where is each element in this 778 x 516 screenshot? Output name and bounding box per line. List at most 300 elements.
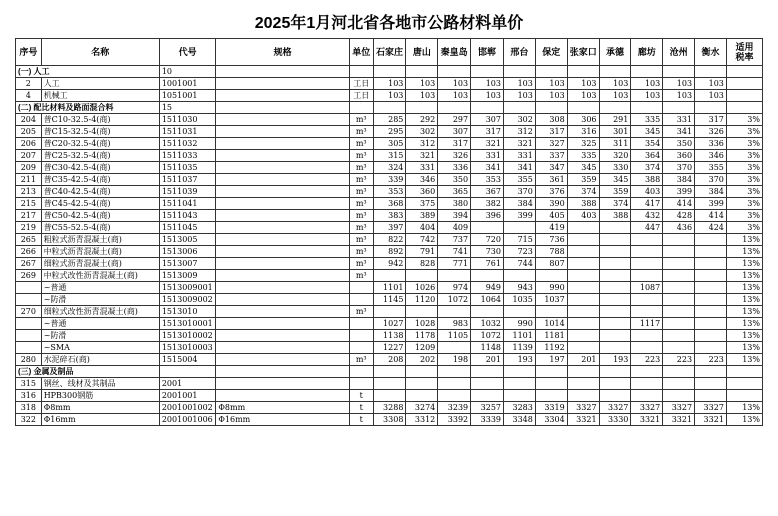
table-cell: 828 — [406, 258, 438, 270]
table-cell: 13% — [726, 402, 762, 414]
table-cell — [349, 378, 373, 390]
table-cell: 1515004 — [159, 354, 216, 366]
table-cell — [599, 246, 631, 258]
table-cell: 892 — [373, 246, 406, 258]
table-cell: 103 — [695, 90, 727, 102]
table-cell — [16, 282, 42, 294]
table-cell — [567, 378, 599, 390]
table-cell — [216, 342, 350, 354]
table-cell — [567, 270, 599, 282]
table-cell: 350 — [438, 174, 471, 186]
table-cell — [535, 378, 567, 390]
table-cell — [16, 294, 42, 306]
table-cell — [16, 330, 42, 342]
table-cell — [567, 102, 599, 114]
table-cell — [373, 66, 406, 78]
table-cell: 103 — [438, 90, 471, 102]
column-header: 邯郸 — [471, 39, 504, 66]
table-cell: 普C45-42.5-4(商) — [41, 198, 159, 210]
table-cell: 3288 — [373, 402, 406, 414]
table-cell — [599, 390, 631, 402]
table-cell — [695, 366, 727, 378]
table-cell: 336 — [695, 138, 727, 150]
table-cell: 3% — [726, 222, 762, 234]
table-cell: 103 — [373, 78, 406, 90]
table-row — [16, 318, 763, 330]
table-cell — [535, 306, 567, 318]
table-cell: 103 — [631, 90, 663, 102]
table-cell — [504, 378, 536, 390]
table-cell — [438, 306, 471, 318]
column-header: 序号 — [16, 39, 42, 66]
table-cell: m³ — [349, 162, 373, 174]
table-cell: 350 — [663, 138, 695, 150]
table-cell: 331 — [406, 162, 438, 174]
table-cell — [695, 318, 727, 330]
table-cell: 103 — [695, 78, 727, 90]
table-cell: 317 — [438, 138, 471, 150]
table-row — [16, 402, 763, 414]
table-cell — [631, 390, 663, 402]
table-cell: 1511043 — [159, 210, 216, 222]
table-cell: 103 — [438, 78, 471, 90]
table-cell: 360 — [663, 150, 695, 162]
table-cell: 336 — [438, 162, 471, 174]
table-cell: 1513009002 — [159, 294, 216, 306]
table-cell — [216, 114, 350, 126]
table-cell — [663, 378, 695, 390]
table-cell: 3321 — [663, 414, 695, 426]
table-row — [16, 198, 763, 210]
table-cell: 1513010003 — [159, 342, 216, 354]
table-row — [16, 114, 763, 126]
table-cell: 341 — [471, 162, 504, 174]
table-cell: 1511041 — [159, 198, 216, 210]
table-row — [16, 246, 763, 258]
table-cell: 307 — [438, 126, 471, 138]
table-cell: 3257 — [471, 402, 504, 414]
table-cell — [631, 66, 663, 78]
table-cell: 1513005 — [159, 234, 216, 246]
price-table — [15, 38, 763, 426]
table-cell: ~防滑 — [41, 330, 159, 342]
table-cell: 384 — [695, 186, 727, 198]
table-cell: 3% — [726, 186, 762, 198]
table-cell — [567, 390, 599, 402]
table-cell: 297 — [438, 114, 471, 126]
table-cell: 3330 — [599, 414, 631, 426]
table-cell: 103 — [406, 90, 438, 102]
table-cell: 403 — [631, 186, 663, 198]
table-cell: m³ — [349, 354, 373, 366]
table-cell: 1511037 — [159, 174, 216, 186]
table-cell: 197 — [535, 354, 567, 366]
table-cell — [599, 258, 631, 270]
table-cell: 345 — [631, 126, 663, 138]
table-cell: 1032 — [471, 318, 504, 330]
table-cell — [695, 282, 727, 294]
table-cell: 432 — [631, 210, 663, 222]
column-header: 张家口 — [567, 39, 599, 66]
table-cell — [216, 246, 350, 258]
table-cell — [216, 318, 350, 330]
table-cell — [695, 234, 727, 246]
table-cell: 工日 — [349, 78, 373, 90]
table-cell: 1511033 — [159, 150, 216, 162]
table-cell — [373, 378, 406, 390]
column-header: 承德 — [599, 39, 631, 66]
table-cell — [438, 342, 471, 354]
table-row — [16, 90, 763, 102]
table-cell: 302 — [504, 114, 536, 126]
table-cell: 376 — [535, 186, 567, 198]
table-cell — [599, 282, 631, 294]
table-cell — [631, 306, 663, 318]
table-cell — [216, 306, 350, 318]
table-cell: 396 — [471, 210, 504, 222]
table-cell: 1087 — [631, 282, 663, 294]
table-cell: 1513009001 — [159, 282, 216, 294]
table-cell — [663, 390, 695, 402]
table-cell: 103 — [567, 90, 599, 102]
table-cell — [349, 102, 373, 114]
table-cell: 2001001006 — [159, 414, 216, 426]
table-cell: 4 — [16, 90, 42, 102]
table-cell: 365 — [438, 186, 471, 198]
table-cell: 424 — [695, 222, 727, 234]
table-cell: 3327 — [567, 402, 599, 414]
table-cell — [695, 258, 727, 270]
table-cell — [504, 366, 536, 378]
table-cell: 3327 — [663, 402, 695, 414]
table-cell: 388 — [599, 210, 631, 222]
table-row — [16, 102, 763, 114]
table-cell: 193 — [504, 354, 536, 366]
table-cell: 295 — [373, 126, 406, 138]
table-cell: 1227 — [373, 342, 406, 354]
table-cell — [695, 294, 727, 306]
column-header: 石家庄 — [373, 39, 406, 66]
table-cell: ~普通 — [41, 318, 159, 330]
table-cell — [216, 234, 350, 246]
table-cell — [504, 390, 536, 402]
table-cell: 1051001 — [159, 90, 216, 102]
table-cell — [438, 390, 471, 402]
table-cell — [216, 378, 350, 390]
table-cell: ~SMA — [41, 342, 159, 354]
table-cell — [216, 186, 350, 198]
table-cell: 细粒式沥青混凝土(商) — [41, 258, 159, 270]
table-cell — [663, 270, 695, 282]
table-cell: 346 — [695, 150, 727, 162]
table-cell: 1511039 — [159, 186, 216, 198]
table-cell: 3274 — [406, 402, 438, 414]
table-cell — [535, 102, 567, 114]
table-cell — [726, 90, 762, 102]
table-cell — [599, 222, 631, 234]
table-cell: 337 — [535, 150, 567, 162]
table-cell — [471, 366, 504, 378]
table-cell: 13% — [726, 270, 762, 282]
table-cell: 399 — [695, 198, 727, 210]
column-header: 代号 — [159, 39, 216, 66]
table-cell: 普C50-42.5-4(商) — [41, 210, 159, 222]
table-cell: 193 — [599, 354, 631, 366]
table-cell: 2001001002 — [159, 402, 216, 414]
table-cell: t — [349, 414, 373, 426]
table-cell: 1072 — [471, 330, 504, 342]
table-cell — [535, 270, 567, 282]
table-cell: 13% — [726, 306, 762, 318]
table-cell: 331 — [663, 114, 695, 126]
table-cell — [216, 174, 350, 186]
table-cell: t — [349, 402, 373, 414]
table-cell: 1513007 — [159, 258, 216, 270]
column-header: 邢台 — [504, 39, 536, 66]
table-cell: 201 — [471, 354, 504, 366]
table-cell: 374 — [567, 186, 599, 198]
table-cell: 工日 — [349, 90, 373, 102]
table-cell: 370 — [695, 174, 727, 186]
table-row — [16, 258, 763, 270]
table-cell — [567, 330, 599, 342]
table-cell: 3312 — [406, 414, 438, 426]
table-cell: 15 — [159, 102, 216, 114]
table-row — [16, 210, 763, 222]
table-cell — [216, 210, 350, 222]
table-cell — [349, 366, 373, 378]
table-cell: 318 — [16, 402, 42, 414]
table-cell: 13% — [726, 342, 762, 354]
table-cell — [631, 270, 663, 282]
table-cell: 368 — [373, 198, 406, 210]
table-cell: 267 — [16, 258, 42, 270]
table-cell: m³ — [349, 126, 373, 138]
table-cell: 388 — [567, 198, 599, 210]
table-cell — [631, 294, 663, 306]
table-cell — [599, 318, 631, 330]
table-cell — [216, 102, 350, 114]
table-cell: ~防滑 — [41, 294, 159, 306]
table-cell — [216, 138, 350, 150]
table-cell: 269 — [16, 270, 42, 282]
table-cell: 13% — [726, 282, 762, 294]
table-cell: 399 — [663, 186, 695, 198]
table-cell — [663, 246, 695, 258]
table-row — [16, 294, 763, 306]
table-cell: 3319 — [535, 402, 567, 414]
table-cell — [216, 66, 350, 78]
table-cell — [216, 90, 350, 102]
table-cell — [216, 78, 350, 90]
table-cell: 355 — [504, 174, 536, 186]
table-cell — [373, 390, 406, 402]
table-cell: 3348 — [504, 414, 536, 426]
table-cell: 1101 — [373, 282, 406, 294]
table-cell: t — [349, 390, 373, 402]
table-cell — [567, 258, 599, 270]
table-cell: 983 — [438, 318, 471, 330]
table-cell: 普C40-42.5-4(商) — [41, 186, 159, 198]
table-cell — [695, 330, 727, 342]
table-cell: 1026 — [406, 282, 438, 294]
table-cell — [406, 66, 438, 78]
table-cell: 341 — [663, 126, 695, 138]
table-cell — [631, 258, 663, 270]
table-cell — [663, 330, 695, 342]
table-cell — [373, 270, 406, 282]
table-cell: 315 — [16, 378, 42, 390]
table-cell: 327 — [535, 138, 567, 150]
column-header: 廊坊 — [631, 39, 663, 66]
table-cell: 1148 — [471, 342, 504, 354]
table-cell: 308 — [535, 114, 567, 126]
table-cell: 3% — [726, 126, 762, 138]
table-cell: 3% — [726, 150, 762, 162]
table-row — [16, 282, 763, 294]
table-cell: 人工 — [41, 78, 159, 90]
table-cell: 机械工 — [41, 90, 159, 102]
table-cell — [599, 102, 631, 114]
table-cell: 1511045 — [159, 222, 216, 234]
table-cell — [406, 366, 438, 378]
table-cell: 1513006 — [159, 246, 216, 258]
table-cell — [216, 150, 350, 162]
table-cell: 370 — [663, 162, 695, 174]
table-cell — [695, 246, 727, 258]
table-cell — [631, 330, 663, 342]
table-cell: 211 — [16, 174, 42, 186]
table-cell: 326 — [695, 126, 727, 138]
table-row — [16, 414, 763, 426]
table-cell: 215 — [16, 198, 42, 210]
table-cell — [16, 318, 42, 330]
table-cell: 311 — [599, 138, 631, 150]
table-cell — [349, 318, 373, 330]
table-cell — [599, 378, 631, 390]
table-row — [16, 78, 763, 90]
table-row — [16, 186, 763, 198]
table-cell — [216, 282, 350, 294]
table-cell: 355 — [695, 162, 727, 174]
table-cell — [567, 66, 599, 78]
table-cell: 1064 — [471, 294, 504, 306]
table-cell: 316 — [567, 126, 599, 138]
table-cell — [663, 102, 695, 114]
table-cell — [349, 66, 373, 78]
table-cell: 1181 — [535, 330, 567, 342]
table-cell — [567, 306, 599, 318]
table-cell: 353 — [373, 186, 406, 198]
table-cell: 普C35-42.5-4(商) — [41, 174, 159, 186]
table-cell: 103 — [373, 90, 406, 102]
table-cell: 205 — [16, 126, 42, 138]
column-header: 名称 — [41, 39, 159, 66]
table-cell: 普C15-32.5-4(商) — [41, 126, 159, 138]
table-cell — [567, 222, 599, 234]
table-cell — [438, 366, 471, 378]
table-cell: 384 — [504, 198, 536, 210]
table-cell: 1511031 — [159, 126, 216, 138]
table-cell — [535, 366, 567, 378]
table-cell — [631, 102, 663, 114]
table-cell: 367 — [471, 186, 504, 198]
section-title: (三) 金属及制品 — [16, 366, 160, 378]
column-header: 单位 — [349, 39, 373, 66]
table-cell — [695, 270, 727, 282]
table-cell — [216, 258, 350, 270]
table-row — [16, 222, 763, 234]
table-cell — [406, 390, 438, 402]
table-cell — [631, 234, 663, 246]
table-cell — [349, 342, 373, 354]
table-cell — [504, 270, 536, 282]
table-cell: 974 — [438, 282, 471, 294]
table-cell: 292 — [406, 114, 438, 126]
table-cell: 水泥碎石(商) — [41, 354, 159, 366]
table-cell — [599, 342, 631, 354]
table-cell: 306 — [567, 114, 599, 126]
table-cell — [406, 102, 438, 114]
table-cell — [471, 378, 504, 390]
table-cell — [349, 294, 373, 306]
table-cell — [471, 102, 504, 114]
table-cell: 419 — [535, 222, 567, 234]
table-cell: 397 — [373, 222, 406, 234]
table-cell: 1513010 — [159, 306, 216, 318]
table-cell: 720 — [471, 234, 504, 246]
table-cell — [349, 330, 373, 342]
table-cell: 317 — [471, 126, 504, 138]
table-cell — [471, 390, 504, 402]
table-cell — [695, 390, 727, 402]
table-cell — [567, 294, 599, 306]
table-cell: 990 — [504, 318, 536, 330]
column-header: 秦皇岛 — [438, 39, 471, 66]
table-cell — [663, 294, 695, 306]
table-cell: 791 — [406, 246, 438, 258]
table-cell — [567, 318, 599, 330]
header-row — [16, 39, 763, 66]
table-cell: 761 — [471, 258, 504, 270]
table-cell: Φ16mm — [216, 414, 350, 426]
table-cell: 715 — [504, 234, 536, 246]
table-cell: 103 — [406, 78, 438, 90]
table-cell — [216, 366, 350, 378]
table-cell: 3304 — [535, 414, 567, 426]
table-cell: 414 — [663, 198, 695, 210]
table-cell: 723 — [504, 246, 536, 258]
table-cell: 943 — [504, 282, 536, 294]
table-cell: 198 — [438, 354, 471, 366]
table-cell: 3339 — [471, 414, 504, 426]
table-cell — [599, 366, 631, 378]
table-cell — [373, 102, 406, 114]
table-cell: 223 — [631, 354, 663, 366]
table-cell: 103 — [599, 90, 631, 102]
table-cell — [663, 306, 695, 318]
table-cell — [504, 102, 536, 114]
table-cell: 270 — [16, 306, 42, 318]
table-cell: 223 — [695, 354, 727, 366]
table-cell — [726, 102, 762, 114]
table-cell: 374 — [599, 198, 631, 210]
table-cell: 321 — [406, 150, 438, 162]
table-cell — [631, 246, 663, 258]
table-cell: 345 — [567, 162, 599, 174]
table-cell: 13% — [726, 414, 762, 426]
table-cell: 382 — [471, 198, 504, 210]
